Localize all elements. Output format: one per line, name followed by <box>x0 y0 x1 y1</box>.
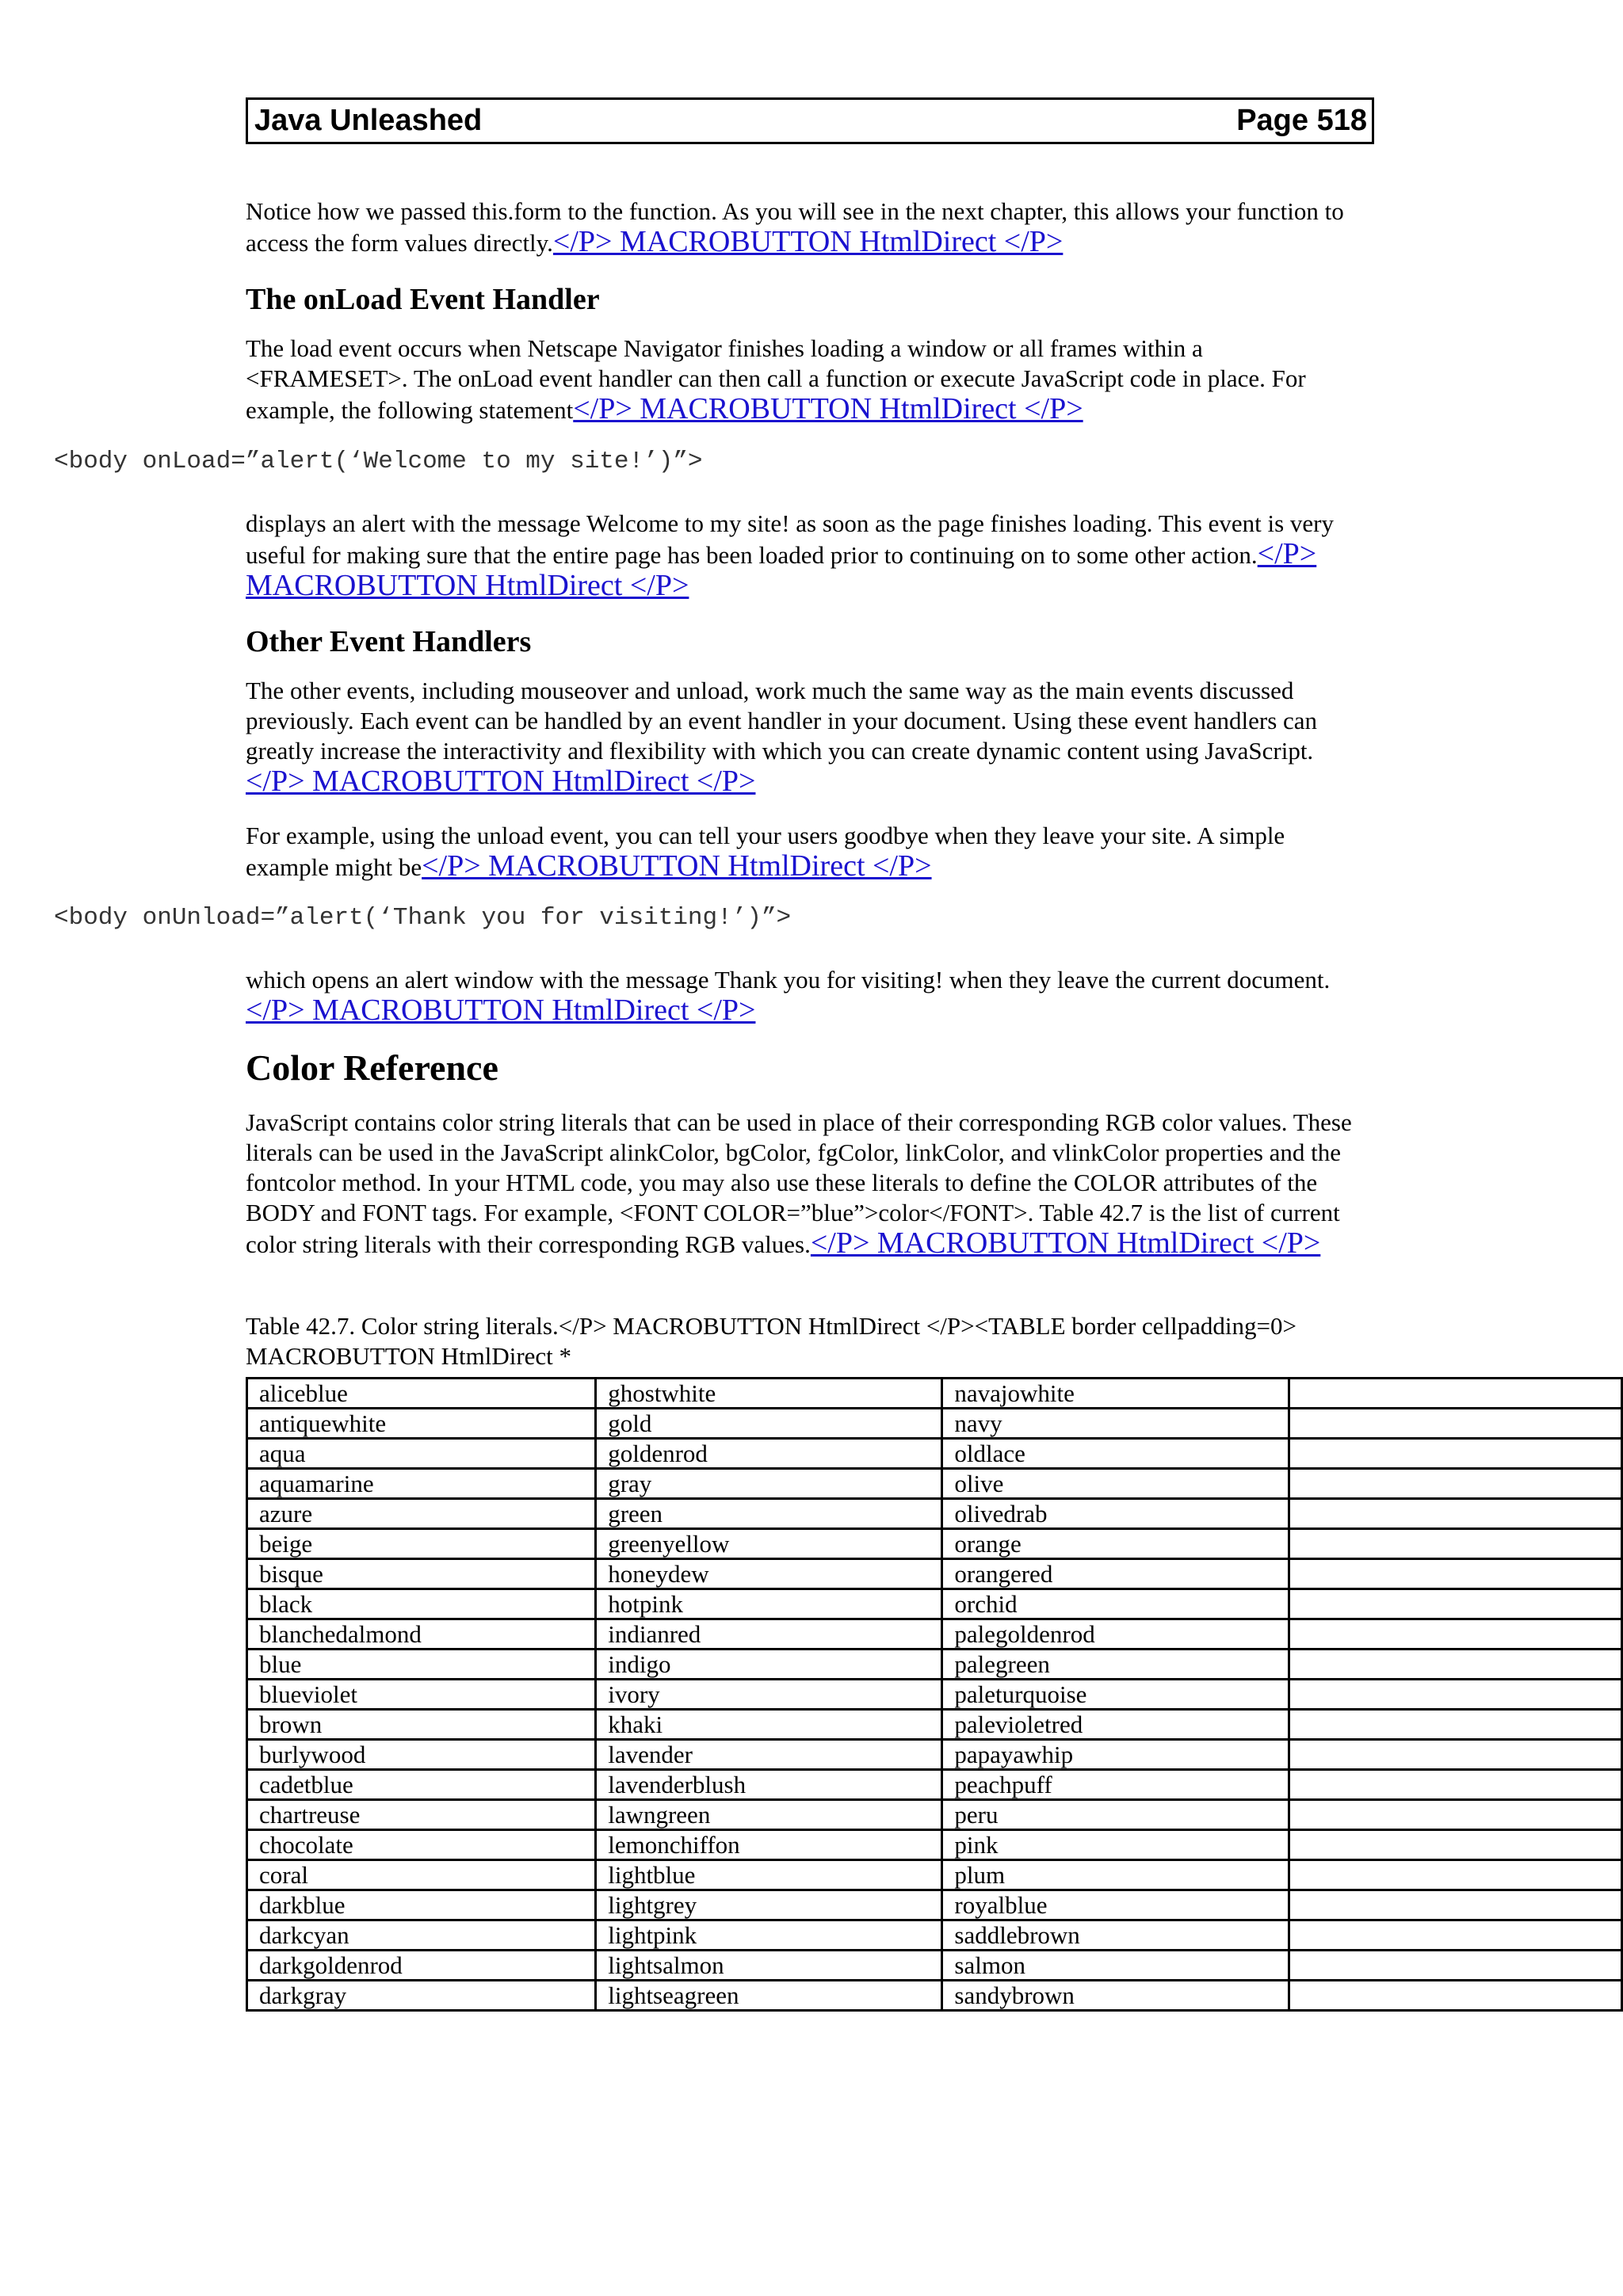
section-heading-color-reference: Color Reference <box>246 1047 498 1088</box>
table-cell: ghostwhite <box>596 1379 942 1409</box>
other-paragraph-1 <box>246 676 1371 798</box>
table-cell <box>1289 1800 1621 1830</box>
table-cell <box>1289 1770 1621 1800</box>
table-cell: lavenderblush <box>596 1770 942 1800</box>
table-cell <box>1289 1830 1621 1860</box>
table-cell: lemonchiffon <box>596 1830 942 1860</box>
table-cell <box>1289 1710 1621 1740</box>
table-cell: aliceblue <box>247 1379 596 1409</box>
table-cell: honeydew <box>596 1559 942 1589</box>
table-cell: lightsalmon <box>596 1951 942 1981</box>
table-cell: goldenrod <box>596 1439 942 1469</box>
intro-paragraph <box>246 196 1371 258</box>
table-cell <box>1289 1981 1621 2011</box>
table-row <box>247 1951 1622 1981</box>
page-number: Page 518 <box>1236 104 1367 137</box>
table-cell: olive <box>942 1469 1289 1499</box>
table-cell: darkblue <box>247 1890 596 1920</box>
table-row <box>247 1529 1622 1559</box>
table-cell: lightgrey <box>596 1890 942 1920</box>
table-row <box>247 1710 1622 1740</box>
table-cell: ivory <box>596 1680 942 1710</box>
macrobutton-link[interactable]: </P> MACROBUTTON HtmlDirect </P> <box>246 994 756 1027</box>
table-cell <box>1289 1559 1621 1589</box>
table-cell: royalblue <box>942 1890 1289 1920</box>
table-row <box>247 1589 1622 1619</box>
paragraph-text: Notice how we passed this.form to the function. As you will see in the next chapter, this allows your function to access the form values directly. <box>246 197 1344 257</box>
table-row <box>247 1740 1622 1770</box>
table-cell <box>1289 1740 1621 1770</box>
table-cell: papayawhip <box>942 1740 1289 1770</box>
table-cell <box>1289 1379 1621 1409</box>
table-cell <box>1289 1951 1621 1981</box>
page-header <box>246 97 1374 144</box>
table-row <box>247 1379 1622 1409</box>
table-cell: blueviolet <box>247 1680 596 1710</box>
table-cell <box>1289 1680 1621 1710</box>
macrobutton-link[interactable]: </P> MACROBUTTON HtmlDirect </P> <box>246 765 756 798</box>
paragraph-text: For example, using the unload event, you can tell your users goodbye when they leave your site. A simple example might be <box>246 822 1285 881</box>
macrobutton-link[interactable]: </P> MACROBUTTON HtmlDirect </P> <box>552 225 1064 258</box>
table-cell: sandybrown <box>942 1981 1289 2011</box>
table-cell: pink <box>942 1830 1289 1860</box>
onload-paragraph-1 <box>246 334 1371 425</box>
table-cell: olivedrab <box>942 1499 1289 1529</box>
table-cell: azure <box>247 1499 596 1529</box>
table-row <box>247 1409 1622 1439</box>
color-reference-paragraph <box>246 1108 1371 1260</box>
table-cell: aquamarine <box>247 1469 596 1499</box>
table-cell <box>1289 1619 1621 1650</box>
table-row <box>247 1680 1622 1710</box>
table-row <box>247 1920 1622 1951</box>
table-cell <box>1289 1890 1621 1920</box>
table-cell: cadetblue <box>247 1770 596 1800</box>
table-row <box>247 1469 1622 1499</box>
table-cell: burlywood <box>247 1740 596 1770</box>
table-cell <box>1289 1469 1621 1499</box>
table-cell: navajowhite <box>942 1379 1289 1409</box>
other-paragraph-3 <box>246 965 1371 1027</box>
table-cell: aqua <box>247 1439 596 1469</box>
table-cell <box>1289 1589 1621 1619</box>
table-row <box>247 1830 1622 1860</box>
table-cell: chocolate <box>247 1830 596 1860</box>
table-cell <box>1289 1409 1621 1439</box>
table-cell: blanchedalmond <box>247 1619 596 1650</box>
table-cell: paleturquoise <box>942 1680 1289 1710</box>
table-cell: saddlebrown <box>942 1920 1289 1951</box>
table-cell: hotpink <box>596 1589 942 1619</box>
table-cell: peachpuff <box>942 1770 1289 1800</box>
table-cell: peru <box>942 1800 1289 1830</box>
table-row <box>247 1890 1622 1920</box>
code-sample-onunload: <body onUnload=”alert(‘Thank you for visiting!’)”> <box>54 904 792 932</box>
section-heading-onload: The onLoad Event Handler <box>246 283 600 316</box>
table-cell: beige <box>247 1529 596 1559</box>
section-heading-other: Other Event Handlers <box>246 625 532 658</box>
table-caption: Table 42.7. Color string literals.</P> MACROBUTTON HtmlDirect </P><TABLE border cellpadding=0> MACROBUTTON HtmlDirect * <box>246 1312 1297 1370</box>
book-title: Java Unleashed <box>254 104 483 137</box>
table-cell: lightpink <box>596 1920 942 1951</box>
table-cell: brown <box>247 1710 596 1740</box>
table-cell <box>1289 1529 1621 1559</box>
table-cell: greenyellow <box>596 1529 942 1559</box>
table-row <box>247 1981 1622 2011</box>
table-cell: salmon <box>942 1951 1289 1981</box>
table-cell: darkcyan <box>247 1920 596 1951</box>
table-cell: lavender <box>596 1740 942 1770</box>
table-cell: orchid <box>942 1589 1289 1619</box>
macrobutton-link[interactable]: </P> MACROBUTTON HtmlDirect </P> <box>810 1226 1321 1260</box>
color-literals-table <box>246 1377 1623 2012</box>
table-cell: blue <box>247 1650 596 1680</box>
table-cell: green <box>596 1499 942 1529</box>
table-cell <box>1289 1920 1621 1951</box>
table-cell: gray <box>596 1469 942 1499</box>
table-row <box>247 1650 1622 1680</box>
macrobutton-link[interactable]: </P> MACROBUTTON HtmlDirect </P> <box>422 849 932 883</box>
table-cell: darkgray <box>247 1981 596 2011</box>
table-cell: indianred <box>596 1619 942 1650</box>
table-cell: lightblue <box>596 1860 942 1890</box>
table-row <box>247 1499 1622 1529</box>
table-row <box>247 1439 1622 1469</box>
table-cell: chartreuse <box>247 1800 596 1830</box>
table-cell: bisque <box>247 1559 596 1589</box>
table-cell: navy <box>942 1409 1289 1439</box>
table-cell: orangered <box>942 1559 1289 1589</box>
table-cell <box>1289 1499 1621 1529</box>
table-cell: khaki <box>596 1710 942 1740</box>
table-cell: gold <box>596 1409 942 1439</box>
table-cell: oldlace <box>942 1439 1289 1469</box>
table-row <box>247 1770 1622 1800</box>
table-row <box>247 1800 1622 1830</box>
table-row <box>247 1559 1622 1589</box>
paragraph-text: JavaScript contains color string literals that can be used in place of their corresponding RGB color values. These literals can be used in the JavaScript alinkColor, bgColor, fgColor, linkColor, and vlinkColor properties and the fontcolor method. In your HTML code, you may also use these literals to define the COLOR attributes of the BODY and FONT tags. For example, <FONT COLOR=”blue”>color</FONT>. Table 42.7 is the list of current color string literals with their corresponding RGB values. <box>246 1108 1352 1258</box>
paragraph-text: The other events, including mouseover and unload, work much the same way as the main events discussed previously. Each event can be handled by an event handler in your document. Using these event handlers can greatly increase the interactivity and flexibility with which you can create dynamic content using JavaScript. <box>246 677 1318 765</box>
table-cell <box>1289 1860 1621 1890</box>
other-paragraph-2 <box>246 821 1371 883</box>
table-cell: indigo <box>596 1650 942 1680</box>
table-cell: palevioletred <box>942 1710 1289 1740</box>
paragraph-text: which opens an alert window with the message Thank you for visiting! when they leave the current document. <box>246 966 1331 994</box>
table-row <box>247 1860 1622 1890</box>
onload-paragraph-2 <box>246 509 1371 602</box>
table-cell: orange <box>942 1529 1289 1559</box>
table-cell: black <box>247 1589 596 1619</box>
table-cell: darkgoldenrod <box>247 1951 596 1981</box>
table-cell: lightseagreen <box>596 1981 942 2011</box>
table-cell <box>1289 1439 1621 1469</box>
table-cell: palegoldenrod <box>942 1619 1289 1650</box>
paragraph-text: The load event occurs when Netscape Navigator finishes loading a window or all frames within a <FRAMESET>. The onLoad event handler can then call a function or execute JavaScript code in place. For example, the following statement <box>246 334 1306 424</box>
table-cell: antiquewhite <box>247 1409 596 1439</box>
paragraph-text: displays an alert with the message Welcome to my site! as soon as the page finishes loading. This event is very useful for making sure that the entire page has been loaded prior to continuing on to some other action. <box>246 509 1334 569</box>
macrobutton-link[interactable]: </P> MACROBUTTON HtmlDirect </P> <box>246 537 1317 602</box>
macrobutton-link[interactable]: </P> MACROBUTTON HtmlDirect </P> <box>573 392 1083 425</box>
table-cell <box>1289 1650 1621 1680</box>
table-row <box>247 1619 1622 1650</box>
table-cell: palegreen <box>942 1650 1289 1680</box>
table-cell: plum <box>942 1860 1289 1890</box>
code-sample-onload: <body onLoad=”alert(‘Welcome to my site!’)”> <box>54 448 703 475</box>
table-cell: lawngreen <box>596 1800 942 1830</box>
table-cell: coral <box>247 1860 596 1890</box>
